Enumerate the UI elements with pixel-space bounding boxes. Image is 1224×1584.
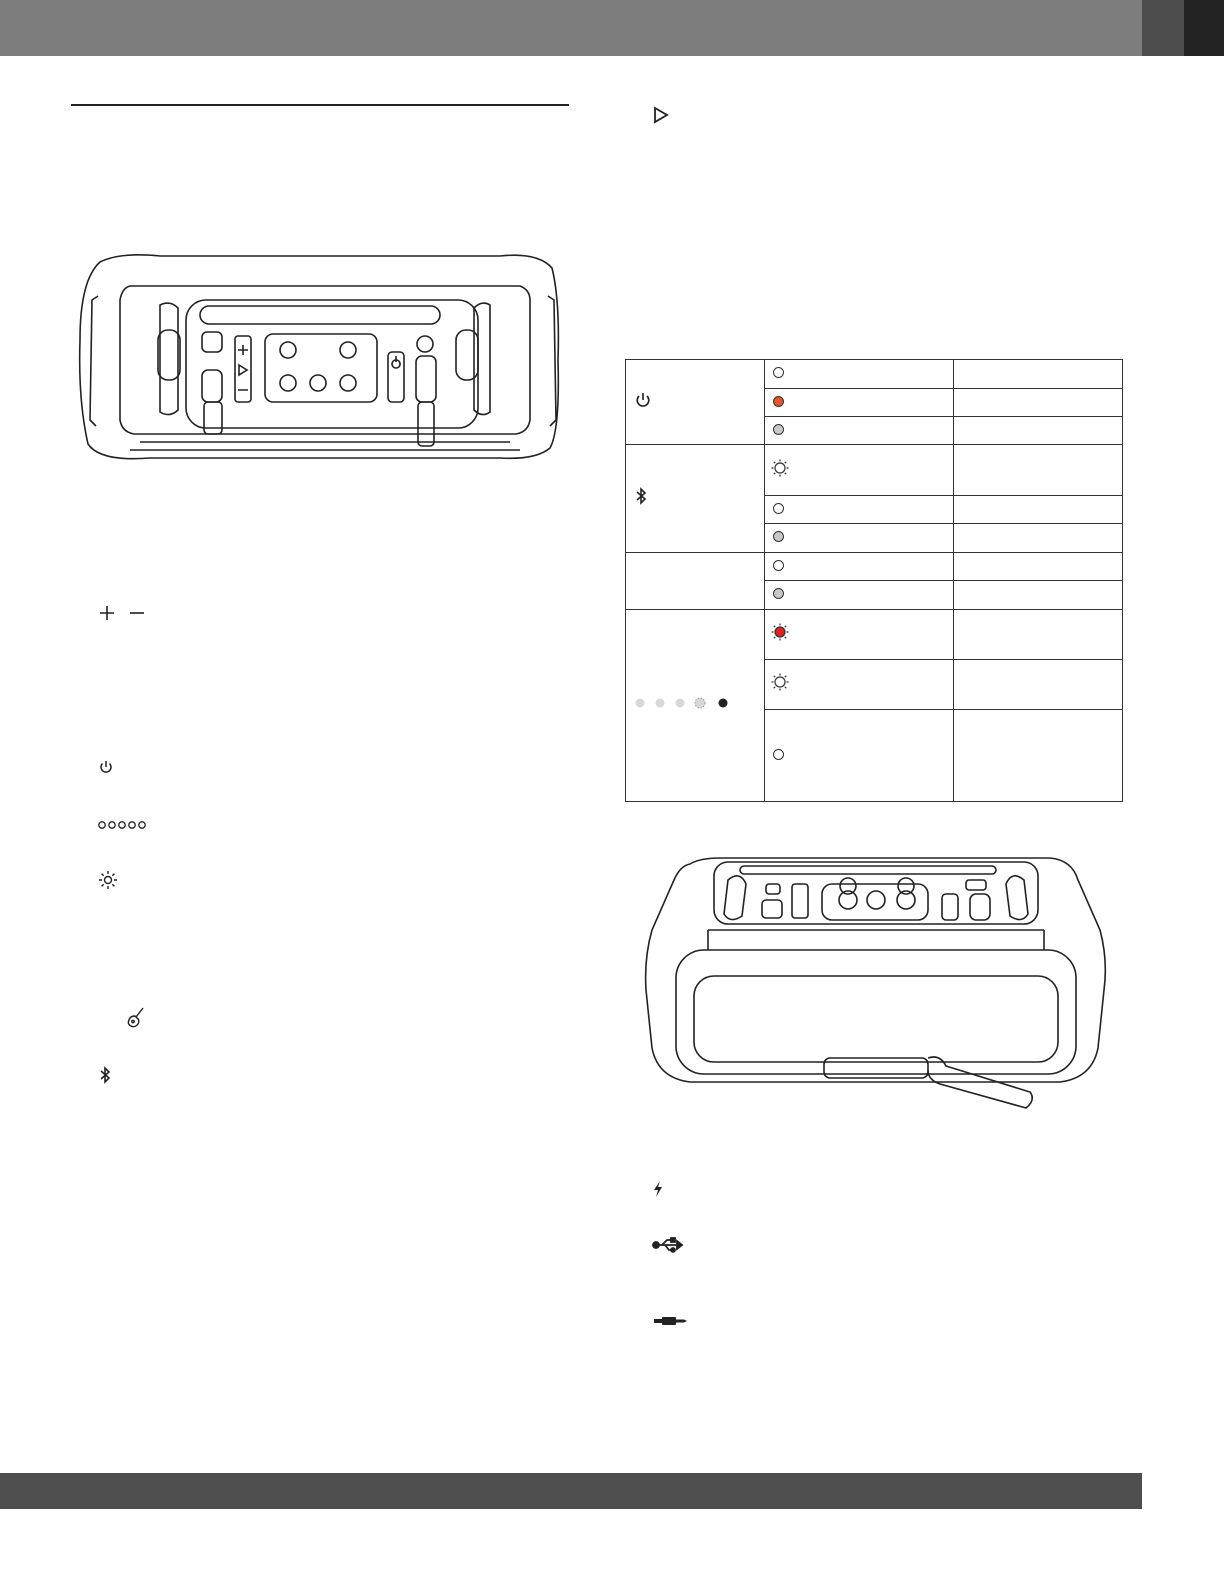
footer-bar bbox=[0, 1473, 1142, 1509]
aux-icon bbox=[652, 1314, 688, 1328]
charge-icon bbox=[652, 1180, 664, 1198]
usb-icon bbox=[652, 1236, 686, 1254]
